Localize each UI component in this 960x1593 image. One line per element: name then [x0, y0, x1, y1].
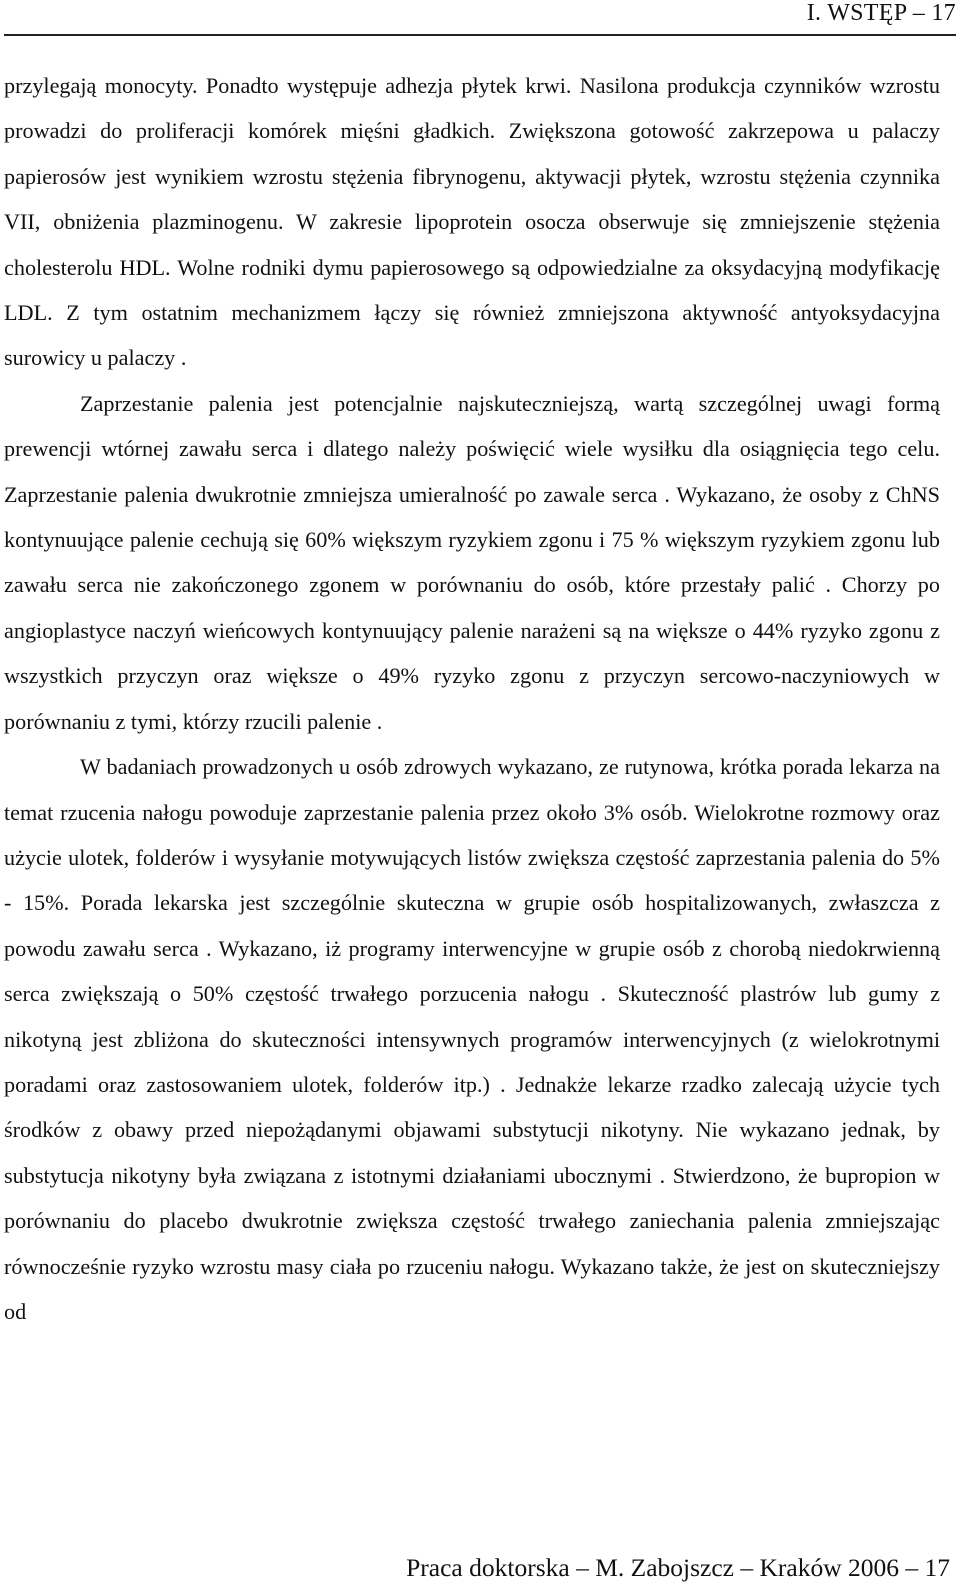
header-rule [4, 34, 956, 36]
page-footer [0, 1547, 960, 1593]
footer-text: Praca doktorska – M. Zabojszcz – Kraków 2006 – 17 [406, 1553, 950, 1582]
paragraph-1: przylegają monocyty. Ponadto występuje adhezja płytek krwi. Nasilona produkcja czynników wzrostu prowadzi do proliferacji komórek mięśni gładkich. Zwiększona gotowość zakrzepowa u palaczy papierosów jest wynikiem wzrostu stężenia fibrynogenu, aktywacji płytek, wzrostu stężenia czynnika VII, obniżenia plazminogenu. W zakresie lipoprotein osocza obserwuje się zmniejszenie stężenia cholesterolu HDL. Wolne rodniki dymu papierosowego są odpowiedzialne za oksydacyjną modyfikację LDL. Z tym ostatnim mechanizmem łączy się również zmniejszona aktywność antyoksydacyjna surowicy u palaczy . [4, 73, 940, 371]
document-body [4, 63, 940, 1334]
running-header: I. WSTĘP – 17 [806, 0, 956, 26]
paragraph-2: Zaprzestanie palenia jest potencjalnie najskuteczniejszą, wartą szczególnej uwagi formą prewencji wtórnej zawału serca i dlatego należy poświęcić wiele wysiłku dla osiągnięcia tego celu. Zaprzestanie palenia dwukrotnie zmniejsza umieralność po zawale serca . Wykazano, że osoby z ChNS kontynuujące palenie cechują się 60% większym ryzykiem zgonu i 75 % większym ryzykiem zgonu lub zawału serca nie zakończonego zgonem w porównaniu do osób, które przestały palić . Chorzy po angioplastyce naczyń wieńcowych kontynuujący palenie narażeni są na większe o 44% ryzyko zgonu z wszystkich przyczyn oraz większe o 49% ryzyko zgonu z przyczyn sercowo-naczyniowych w porównaniu z tymi, którzy rzucili palenie . [4, 390, 940, 734]
paragraph-3: W badaniach prowadzonych u osób zdrowych wykazano, ze rutynowa, krótka porada lekarza na temat rzucenia nałogu powoduje zaprzestanie palenia przez około 3% osób. Wielokrotne rozmowy oraz użycie ulotek, folderów i wysyłanie motywujących listów zwiększa częstość zaprzestania palenia do 5% - 15%. Porada lekarska jest szczególnie skuteczna w grupie osób hospitalizowanych, zwłaszcza z powodu zawału serca . Wykazano, iż programy interwencyjne w grupie osób z chorobą niedokrwienną serca zwiększają o 50% częstość trwałego porzucenia nałogu . Skuteczność plastrów lub gumy z nikotyną jest zbliżona do skuteczności intensywnych programów interwencyjnych (z wielokrotnymi poradami oraz zastosowaniem ulotek, folderów itp.) . Jednakże lekarze rzadko zalecają użycie tych środków z obawy przed niepożądanymi objawami substytucji nikotyny. Nie wykazano jednak, by substytucja nikotyny była związana z istotnymi działaniami ubocznymi . Stwierdzono, że bupropion w porównaniu do placebo dwukrotnie zwiększa częstość trwałego zaniechania palenia zmniejszając równocześnie ryzyko wzrostu masy ciała po rzuceniu nałogu. Wykazano także, że jest on skuteczniejszy od [4, 754, 940, 1324]
page-header [0, 0, 960, 34]
